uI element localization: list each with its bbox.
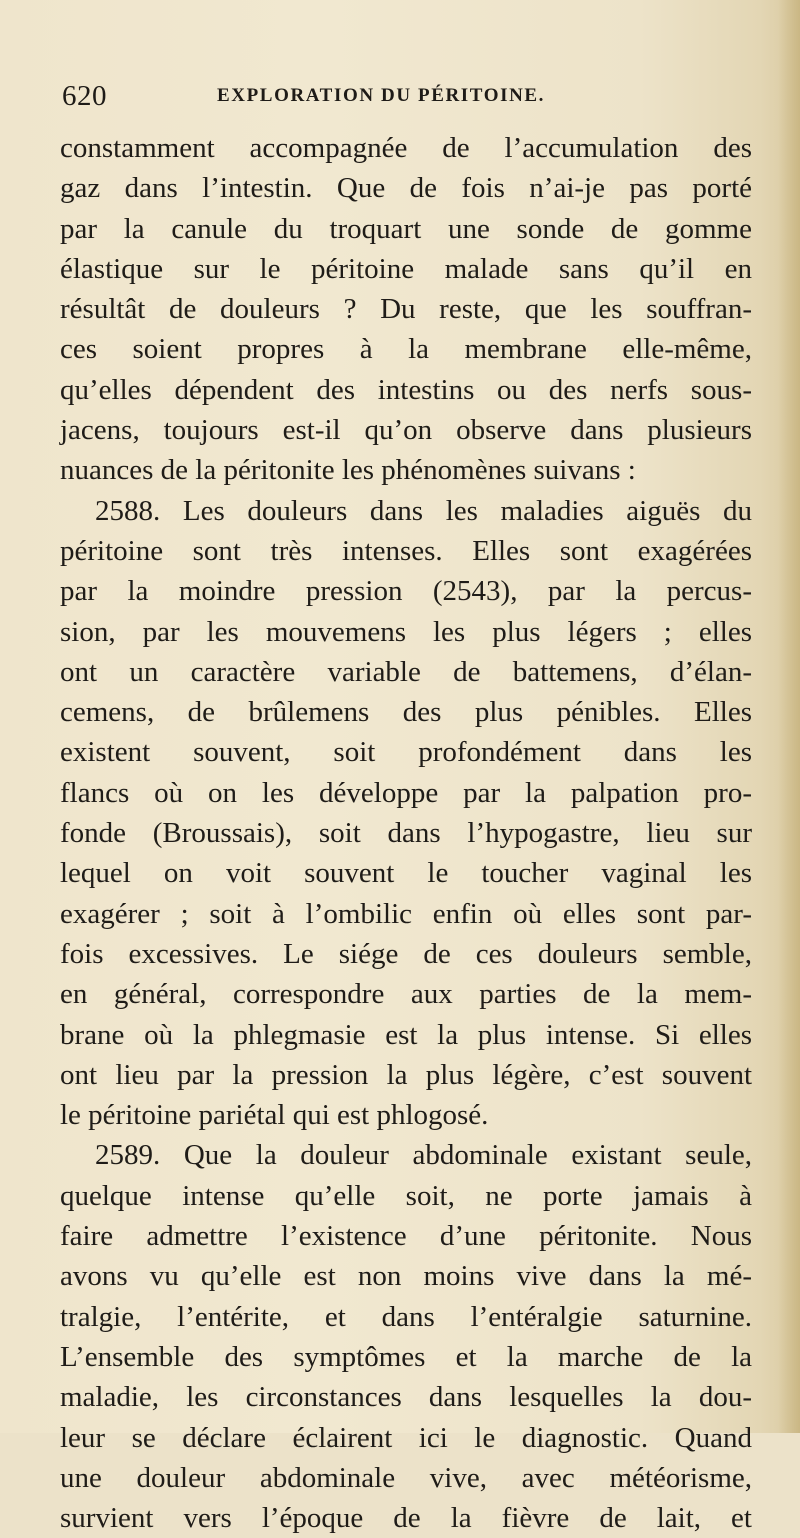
text-line: avons vu qu’elle est non moins vive dans la mé- — [60, 1260, 752, 1293]
text-line: maladie, les circonstances dans lesquelles la dou- — [60, 1381, 752, 1414]
body-text — [60, 128, 770, 1538]
page-number: 620 — [62, 80, 107, 112]
text-line: par la moindre pression (2543), par la percus- — [60, 575, 752, 608]
text-line: lequel on voit souvent le toucher vaginal les — [60, 857, 752, 890]
text-line: L’ensemble des symptômes et la marche de la — [60, 1340, 752, 1373]
text-line: par la canule du troquart une sonde de gomme — [60, 212, 752, 245]
text-line: constamment accompagnée de l’accumulation des — [60, 132, 752, 164]
text-line: sion, par les mouvemens les plus légers ; elles — [60, 615, 752, 648]
text-line: péritoine sont très intenses. Elles sont exagérées — [60, 534, 752, 567]
text-line: ces soient propres à la membrane elle-même, — [60, 333, 752, 366]
page-edge-shadow — [778, 0, 800, 1433]
text-line: tralgie, l’entérite, et dans l’entéralgie saturnine. — [60, 1300, 752, 1333]
text-line: flancs où on les développe par la palpation pro- — [60, 776, 752, 809]
text-line: fonde (Broussais), soit dans l’hypogastre, lieu sur — [60, 817, 752, 850]
text-line: ont un caractère variable de battemens, d’élan- — [60, 655, 752, 688]
text-line: leur se déclare éclairent ici le diagnostic. Quand — [60, 1421, 752, 1454]
text-line: existent souvent, soit profondément dans les — [60, 736, 752, 769]
text-line: nuances de la péritonite les phénomènes suivans : — [60, 454, 636, 487]
text-line: élastique sur le péritoine malade sans qu’il en — [60, 252, 752, 285]
text-line: en général, correspondre aux parties de la mem- — [60, 978, 752, 1011]
text-line: survient vers l’époque de la fièvre de lait, et — [60, 1502, 752, 1535]
text-line: cemens, de brûlemens des plus pénibles. Elles — [60, 696, 752, 729]
running-title: EXPLORATION DU PÉRITOINE. — [217, 85, 546, 106]
text-line: gaz dans l’intestin. Que de fois n’ai-je pas porté — [60, 172, 752, 205]
paragraph-start-2589: 2589. Que la douleur abdominale existant seule, — [95, 1139, 752, 1172]
text-line: quelque intense qu’elle soit, ne porte jamais à — [60, 1179, 752, 1212]
text-line: qu’elles dépendent des intestins ou des nerfs sous- — [60, 373, 752, 406]
text-line: fois excessives. Le siége de ces douleurs semble, — [60, 937, 752, 970]
text-line: jacens, toujours est-il qu’on observe dans plusieurs — [60, 414, 752, 447]
text-line: le péritoine pariétal qui est phlogosé. — [60, 1099, 489, 1132]
text-line: résultât de douleurs ? Du reste, que les souffran- — [60, 293, 752, 326]
text-line: exagérer ; soit à l’ombilic enfin où elles sont par- — [60, 897, 752, 930]
text-line: une douleur abdominale vive, avec météorisme, — [60, 1461, 752, 1494]
text-line: brane où la phlegmasie est la plus intense. Si elles — [60, 1018, 752, 1051]
text-line: faire admettre l’existence d’une péritonite. Nous — [60, 1220, 752, 1253]
running-head — [62, 80, 762, 120]
text-line: ont lieu par la pression la plus légère, c’est souvent — [60, 1058, 752, 1091]
paragraph-start-2588: 2588. Les douleurs dans les maladies aiguës du — [95, 494, 752, 527]
